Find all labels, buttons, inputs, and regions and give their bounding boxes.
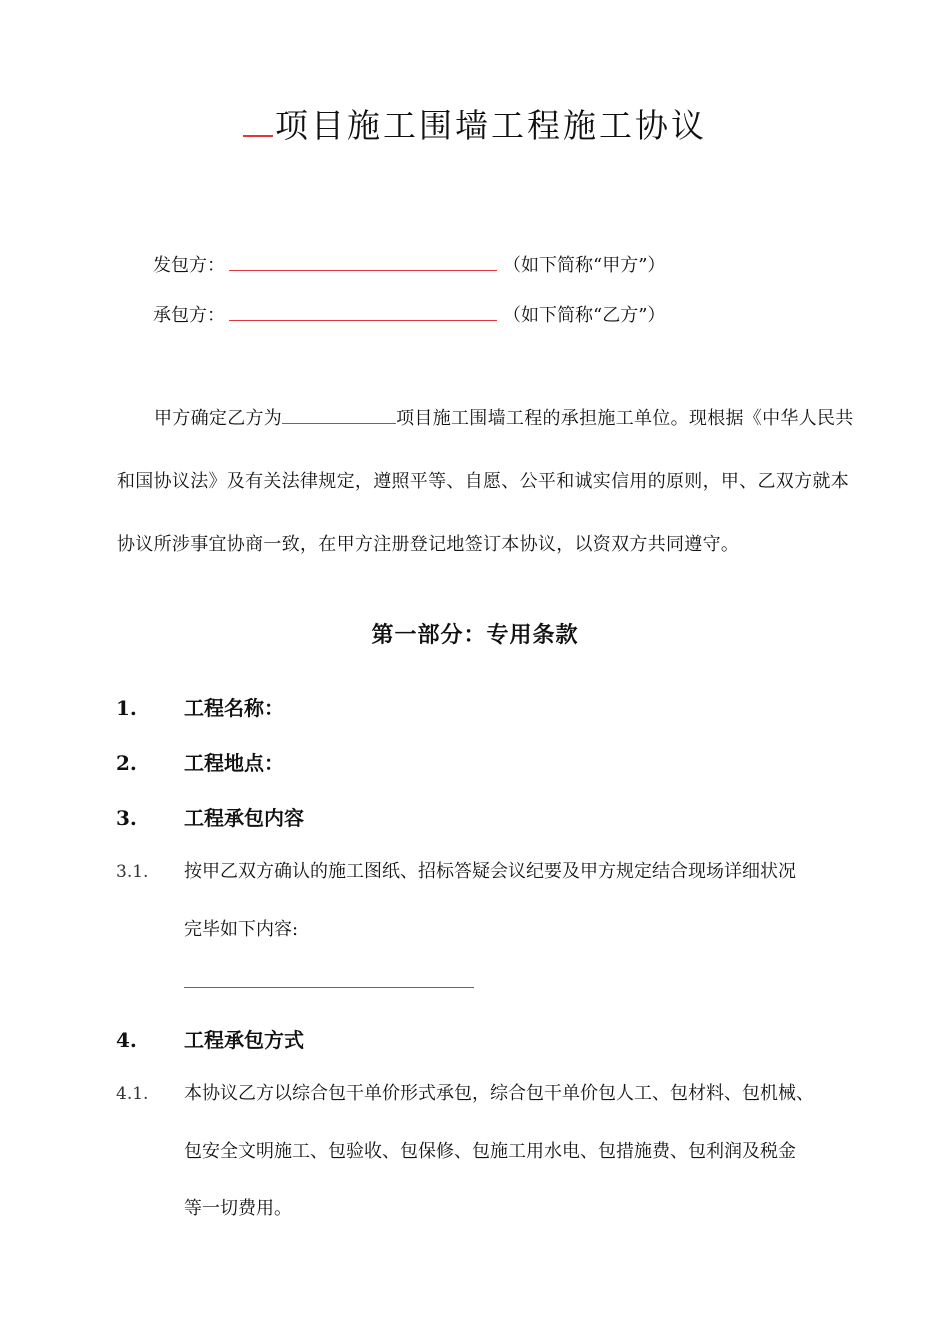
item-4-number: 4.: [116, 1028, 137, 1052]
clause-3-1: [116, 857, 796, 883]
party-employer-label: 发包方：: [153, 255, 225, 276]
item-4: [116, 1024, 304, 1053]
item-1-label: 工程名称：: [184, 696, 284, 720]
item-1-number: 1.: [116, 696, 137, 720]
item-4-label: 工程承包方式: [184, 1028, 304, 1052]
intro-before-blank: 甲方确定乙方为: [154, 408, 283, 429]
clause-3-1-line2: 完毕如下内容:: [184, 919, 299, 940]
item-2: [116, 747, 284, 776]
party-contractor-note: （如下简称“乙方”）: [503, 305, 666, 326]
project-name-blank: [282, 405, 396, 424]
section-title: 第一部分：专用条款: [371, 622, 579, 648]
item-3: [116, 802, 304, 831]
party-employer: [153, 252, 665, 276]
title-blank-line: [243, 107, 273, 137]
clause-4-1-line3: 等一切费用。: [184, 1198, 292, 1219]
item-3-label: 工程承包内容: [184, 806, 304, 830]
clause-4-1-line2: 包安全文明施工、包验收、包保修、包施工用水电、包措施费、包利润及税金: [184, 1141, 796, 1162]
clause-4-1: [116, 1079, 814, 1105]
item-3-number: 3.: [116, 806, 137, 830]
clause-3-1-number: 3.1.: [116, 862, 149, 882]
party-contractor-blank: [229, 302, 497, 321]
party-employer-note: （如下简称“甲方”）: [503, 255, 666, 276]
item-2-label: 工程地点：: [184, 751, 284, 775]
clause-3-1-line1: 按甲乙双方确认的施工图纸、招标答疑会议纪要及甲方规定结合现场详细状况: [184, 861, 796, 882]
clause-4-1-line1: 本协议乙方以综合包干单价形式承包，综合包干单价包人工、包材料、包机械、: [184, 1083, 814, 1104]
scope-blank-line: [184, 987, 474, 988]
item-1: [116, 692, 284, 721]
party-employer-blank: [229, 252, 497, 271]
clause-4-1-number: 4.1.: [116, 1084, 149, 1104]
intro-after-blank: 项目施工围墙工程的承担施工单位。现根据《中华人民共和国协议法》及有关法律规定，遵照平等、自愿、公平和诚实信用的原则，甲、乙双方就本协议所涉事宜协商一致，在甲方注册登记地签订本协议，以资双方共同遵守。: [117, 408, 854, 555]
item-2-number: 2.: [116, 751, 137, 775]
intro-paragraph: [117, 387, 857, 576]
title-text: 项目施工围墙工程施工协议: [275, 106, 707, 145]
party-contractor: [153, 302, 665, 326]
document-title: [0, 100, 950, 147]
party-contractor-label: 承包方：: [153, 305, 225, 326]
